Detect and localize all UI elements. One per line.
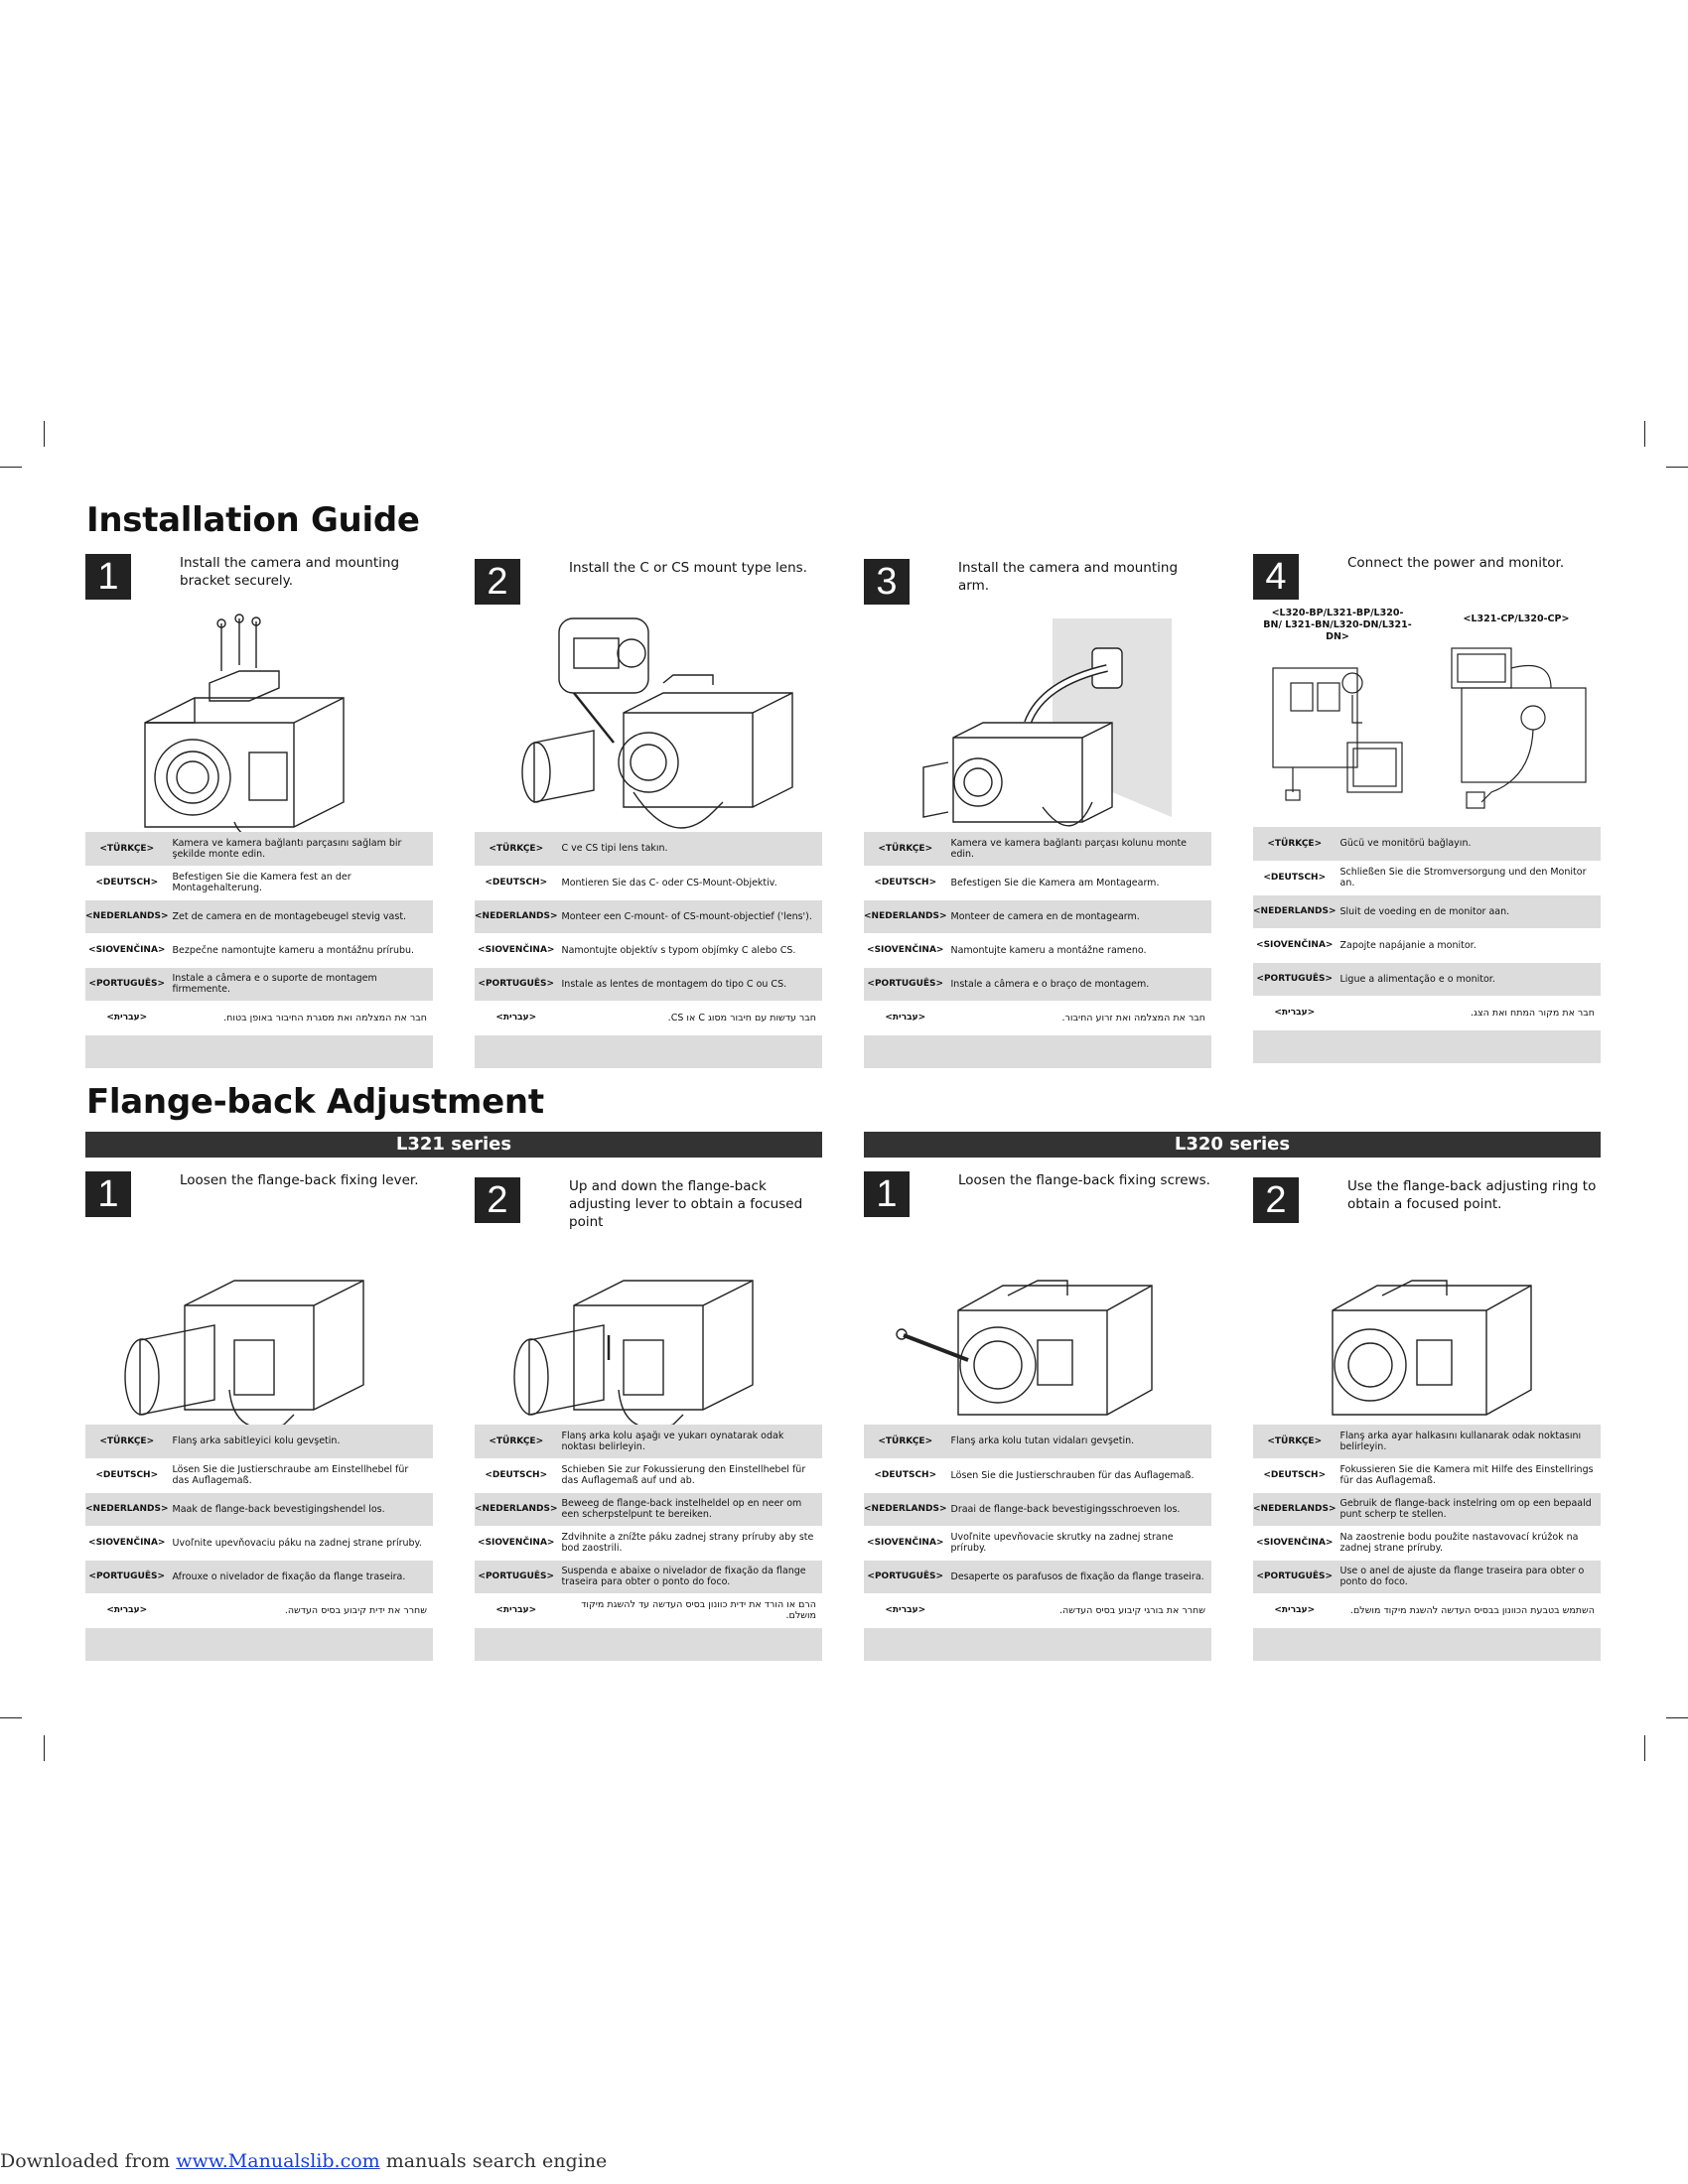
lang-text: Zet de camera en de montagebeugel stevig vast.	[169, 899, 434, 933]
lang-label: <SIOVENČINA>	[475, 933, 558, 967]
lang-label: <TÜRKÇE>	[475, 832, 558, 866]
lang-label: <SIOVENČINA>	[85, 933, 169, 967]
lang-label: <DEUTSCH>	[475, 1458, 558, 1492]
manualslib-link[interactable]: www.Manualslib.com	[176, 2150, 380, 2172]
lang-text: Sluit de voeding en de monitor aan.	[1336, 894, 1602, 928]
lang-label: <DEUTSCH>	[85, 1458, 169, 1492]
language-table	[864, 832, 1211, 1069]
lang-label: <עברית>	[475, 1001, 558, 1034]
lang-text: Monteer de camera en de montagearm.	[947, 899, 1212, 933]
step-number: 1	[85, 554, 131, 600]
lang-text: חבר את המצלמה ואת זרוע החיבור.	[947, 1001, 1212, 1034]
lang-text: Namontujte objektív s typom objímky C alebo CS.	[558, 933, 823, 967]
lang-label: <עברית>	[85, 1001, 169, 1034]
language-table	[1253, 1425, 1601, 1662]
crop-mark	[44, 421, 45, 447]
crop-mark	[1666, 467, 1688, 468]
lang-text: Flanş arka kolu tutan vidaları gevşetin.	[947, 1425, 1212, 1458]
lang-text: Instale as lentes de montagem do tipo C ou CS.	[558, 967, 823, 1001]
lang-text: Flanş arka ayar halkasını kullanarak odak noktasını belirleyin.	[1336, 1425, 1602, 1458]
lang-text: Fokussieren Sie die Kamera mit Hilfe des Einstellrings für das Auflagemaß.	[1336, 1458, 1602, 1492]
crop-mark	[1644, 421, 1645, 447]
lang-text: חבר את מקור המתח ואת הצג.	[1336, 996, 1602, 1029]
lang-label: <עברית>	[1253, 1593, 1336, 1627]
lang-label: <עברית>	[1253, 996, 1336, 1029]
crop-mark	[0, 1717, 22, 1718]
lang-label: <PORTUGUÊS>	[475, 1560, 558, 1593]
crop-mark	[1666, 1717, 1688, 1718]
flange-step-l320-1	[864, 1171, 1211, 1668]
lang-text: Desaperte os parafusos de fixação da flange traseira.	[947, 1560, 1212, 1593]
lang-label: <SIOVENČINA>	[475, 1526, 558, 1560]
language-table	[85, 1425, 433, 1662]
lang-text: Flanş arka kolu aşağı ve yukarı oynatarak odak noktası belirleyin.	[558, 1425, 823, 1458]
lang-label: <TÜRKÇE>	[1253, 827, 1336, 861]
step-number: 2	[475, 559, 520, 605]
lang-label: <NEDERLANDS>	[85, 1492, 169, 1526]
lang-label: <PORTUGUÊS>	[1253, 1560, 1336, 1593]
lang-text: Zapojte napájanie a monitor.	[1336, 928, 1602, 962]
lang-text: Maak de flange-back bevestigingshendel los.	[169, 1492, 434, 1526]
step-instruction: Use the flange-back adjusting ring to obtain a focused point.	[1347, 1178, 1597, 1212]
lang-text: Befestigen Sie die Kamera fest an der Montagehalterung.	[169, 866, 434, 899]
lang-label: <PORTUGUÊS>	[475, 967, 558, 1001]
install-step-1	[85, 554, 433, 1070]
lang-label: <NEDERLANDS>	[1253, 894, 1336, 928]
flange-step-l320-2	[1253, 1177, 1601, 1674]
lang-text: חבר עדשות עם חיבור מסוג C או CS.	[558, 1001, 823, 1034]
language-table	[864, 1425, 1211, 1662]
lang-text: Montieren Sie das C- oder CS-Mount-Objektiv.	[558, 866, 823, 899]
flange-step-l321-1	[85, 1171, 433, 1668]
lang-label: <TÜRKÇE>	[475, 1425, 558, 1458]
step-number: 1	[85, 1171, 131, 1217]
step-instruction: Loosen the flange-back fixing screws.	[958, 1172, 1210, 1188]
lang-label: <PORTUGUÊS>	[864, 1560, 947, 1593]
lang-label: <PORTUGUÊS>	[85, 1560, 169, 1593]
language-table	[475, 832, 822, 1069]
lang-text: Instale a câmera e o suporte de montagem firmemente.	[169, 967, 434, 1001]
language-table	[475, 1425, 822, 1662]
lang-text: Lösen Sie die Justierschraube am Einstellhebel für das Auflagemaß.	[169, 1458, 434, 1492]
lang-label: <DEUTSCH>	[864, 866, 947, 899]
lang-text: השתמש בטבעת הכוונון בבסיס העדשה להשגת מיקוד מושלם.	[1336, 1593, 1602, 1627]
step-number: 2	[475, 1177, 520, 1223]
lang-label: <TÜRKÇE>	[85, 832, 169, 866]
step-number: 4	[1253, 554, 1299, 600]
lang-text: Draai de flange-back bevestigingsschroeven los.	[947, 1492, 1212, 1526]
lang-label: <TÜRKÇE>	[1253, 1425, 1336, 1458]
step-instruction: Install the C or CS mount type lens.	[569, 560, 807, 576]
power-monitor-illustration	[1253, 643, 1601, 817]
lang-text: Gebruik de flange-back instelring om op een bepaald punt scherp te stellen.	[1336, 1492, 1602, 1526]
installation-guide-title: Installation Guide	[86, 500, 420, 540]
lang-text: Use o anel de ajuste da flange traseira para obter o ponto do foco.	[1336, 1560, 1602, 1593]
footer-prefix: Downloaded from	[0, 2150, 177, 2172]
lang-label: <PORTUGUÊS>	[85, 967, 169, 1001]
step-instruction: Up and down the flange-back adjusting lever to obtain a focused point	[569, 1178, 803, 1230]
lang-text: הרם או הורד את ידית כוונון בסיס העדשה עד להשגת מיקוד מושלם.	[558, 1593, 823, 1627]
lang-label: <SIOVENČINA>	[1253, 1526, 1336, 1560]
lang-label: <NEDERLANDS>	[1253, 1492, 1336, 1526]
lang-label: <עברית>	[475, 1593, 558, 1627]
lang-label: <DEUTSCH>	[475, 866, 558, 899]
lang-text: Kamera ve kamera bağlantı parçası kolunu monte edin.	[947, 832, 1212, 866]
language-table	[1253, 827, 1601, 1064]
lang-text: שחרר את ידית קיבוע בסיס העדשה.	[169, 1593, 434, 1627]
lang-label: <TÜRKÇE>	[864, 1425, 947, 1458]
lang-text: Schieben Sie zur Fokussierung den Einstellhebel für das Auflagemaß auf und ab.	[558, 1458, 823, 1492]
install-step-3	[864, 559, 1211, 1075]
crop-mark	[1644, 1735, 1645, 1761]
lang-label: <עברית>	[85, 1593, 169, 1627]
lang-text: Namontujte kameru a montážne rameno.	[947, 933, 1212, 967]
lang-text: Befestigen Sie die Kamera am Montagearm.	[947, 866, 1212, 899]
model-list-right: <L321-CP/L320-CP>	[1463, 614, 1570, 624]
step-instruction: Install the camera and mounting arm.	[958, 560, 1179, 594]
lang-label: <DEUTSCH>	[85, 866, 169, 899]
lang-text: Beweeg de flange-back instelheldel op en neer om een scherpstelpunt te bereiken.	[558, 1492, 823, 1526]
lang-text: Zdvihnite a znížte páku zadnej strany príruby aby ste bod zaostrili.	[558, 1526, 823, 1560]
lang-label: <DEUTSCH>	[864, 1458, 947, 1492]
lang-label: <NEDERLANDS>	[864, 1492, 947, 1526]
lang-text: Monteer een C-mount- of CS-mount-objectief ('lens').	[558, 899, 823, 933]
crop-mark	[44, 1735, 45, 1761]
lang-text: Kamera ve kamera bağlantı parçasını sağlam bir şekilde monte edin.	[169, 832, 434, 866]
language-table	[85, 832, 433, 1069]
lang-text: Instale a câmera e o braço de montagem.	[947, 967, 1212, 1001]
step-instruction: Install the camera and mounting bracket securely.	[180, 555, 400, 589]
model-list-left: <L320-BP/L321-BP/L320-BN/ L321-BN/L320-DN/L321-DN>	[1263, 608, 1412, 642]
lang-text: Bezpečne namontujte kameru a montážnu prírubu.	[169, 933, 434, 967]
lang-label: <TÜRKÇE>	[85, 1425, 169, 1458]
lang-label: <NEDERLANDS>	[85, 899, 169, 933]
lang-label: <SIOVENČINA>	[85, 1526, 169, 1560]
step-number: 1	[864, 1171, 910, 1217]
lang-label: <DEUTSCH>	[1253, 861, 1336, 894]
lang-text: Flanş arka sabitleyici kolu gevşetin.	[169, 1425, 434, 1458]
lang-label: <עברית>	[864, 1001, 947, 1034]
lang-text: Gücü ve monitörü bağlayın.	[1336, 827, 1602, 861]
install-step-2	[475, 559, 822, 1075]
series-header-l320: L320 series	[864, 1132, 1601, 1158]
lang-text: Uvoľnite upevňovacie skrutky na zadnej strane príruby.	[947, 1526, 1212, 1560]
lang-text: Na zaostrenie bodu použite nastavovací krúžok na zadnej strane príruby.	[1336, 1526, 1602, 1560]
lang-label: <TÜRKÇE>	[864, 832, 947, 866]
lang-text: Lösen Sie die Justierschrauben für das Auflagemaß.	[947, 1458, 1212, 1492]
download-footer	[0, 2150, 607, 2172]
lang-label: <SIOVENČINA>	[864, 933, 947, 967]
lang-label: <PORTUGUÊS>	[864, 967, 947, 1001]
lang-label: <DEUTSCH>	[1253, 1458, 1336, 1492]
step-instruction: Loosen the flange-back fixing lever.	[180, 1172, 419, 1188]
lang-label: <NEDERLANDS>	[475, 1492, 558, 1526]
lang-text: Schließen Sie die Stromversorgung und den Monitor an.	[1336, 861, 1602, 894]
flange-back-title: Flange-back Adjustment	[86, 1082, 544, 1122]
series-header-l321: L321 series	[85, 1132, 822, 1158]
lang-text: Ligue a alimentação e o monitor.	[1336, 962, 1602, 996]
lang-label: <SIOVENČINA>	[864, 1526, 947, 1560]
lang-label: <PORTUGUÊS>	[1253, 962, 1336, 996]
lang-text: שחרר את בורגי קיבוע בסיס העדשה.	[947, 1593, 1212, 1627]
lang-text: C ve CS tipi lens takın.	[558, 832, 823, 866]
lang-text: Uvoľnite upevňovaciu páku na zadnej strane príruby.	[169, 1526, 434, 1560]
lang-label: <עברית>	[864, 1593, 947, 1627]
flange-step-l321-2	[475, 1177, 822, 1674]
lang-label: <SIOVENČINA>	[1253, 928, 1336, 962]
lang-label: <NEDERLANDS>	[864, 899, 947, 933]
lang-text: חבר את המצלמה ואת מסגרת החיבור באופן בטוח.	[169, 1001, 434, 1034]
crop-mark	[0, 467, 22, 468]
lang-text: Suspenda e abaixe o nivelador de fixação da flange traseira para obter o ponto do foco.	[558, 1560, 823, 1593]
lang-text: Afrouxe o nivelador de fixação da flange traseira.	[169, 1560, 434, 1593]
lang-label: <NEDERLANDS>	[475, 899, 558, 933]
footer-suffix: manuals search engine	[379, 2150, 608, 2172]
step-instruction: Connect the power and monitor.	[1347, 555, 1565, 571]
step-number: 3	[864, 559, 910, 605]
install-step-4	[1253, 554, 1601, 1070]
step-number: 2	[1253, 1177, 1299, 1223]
